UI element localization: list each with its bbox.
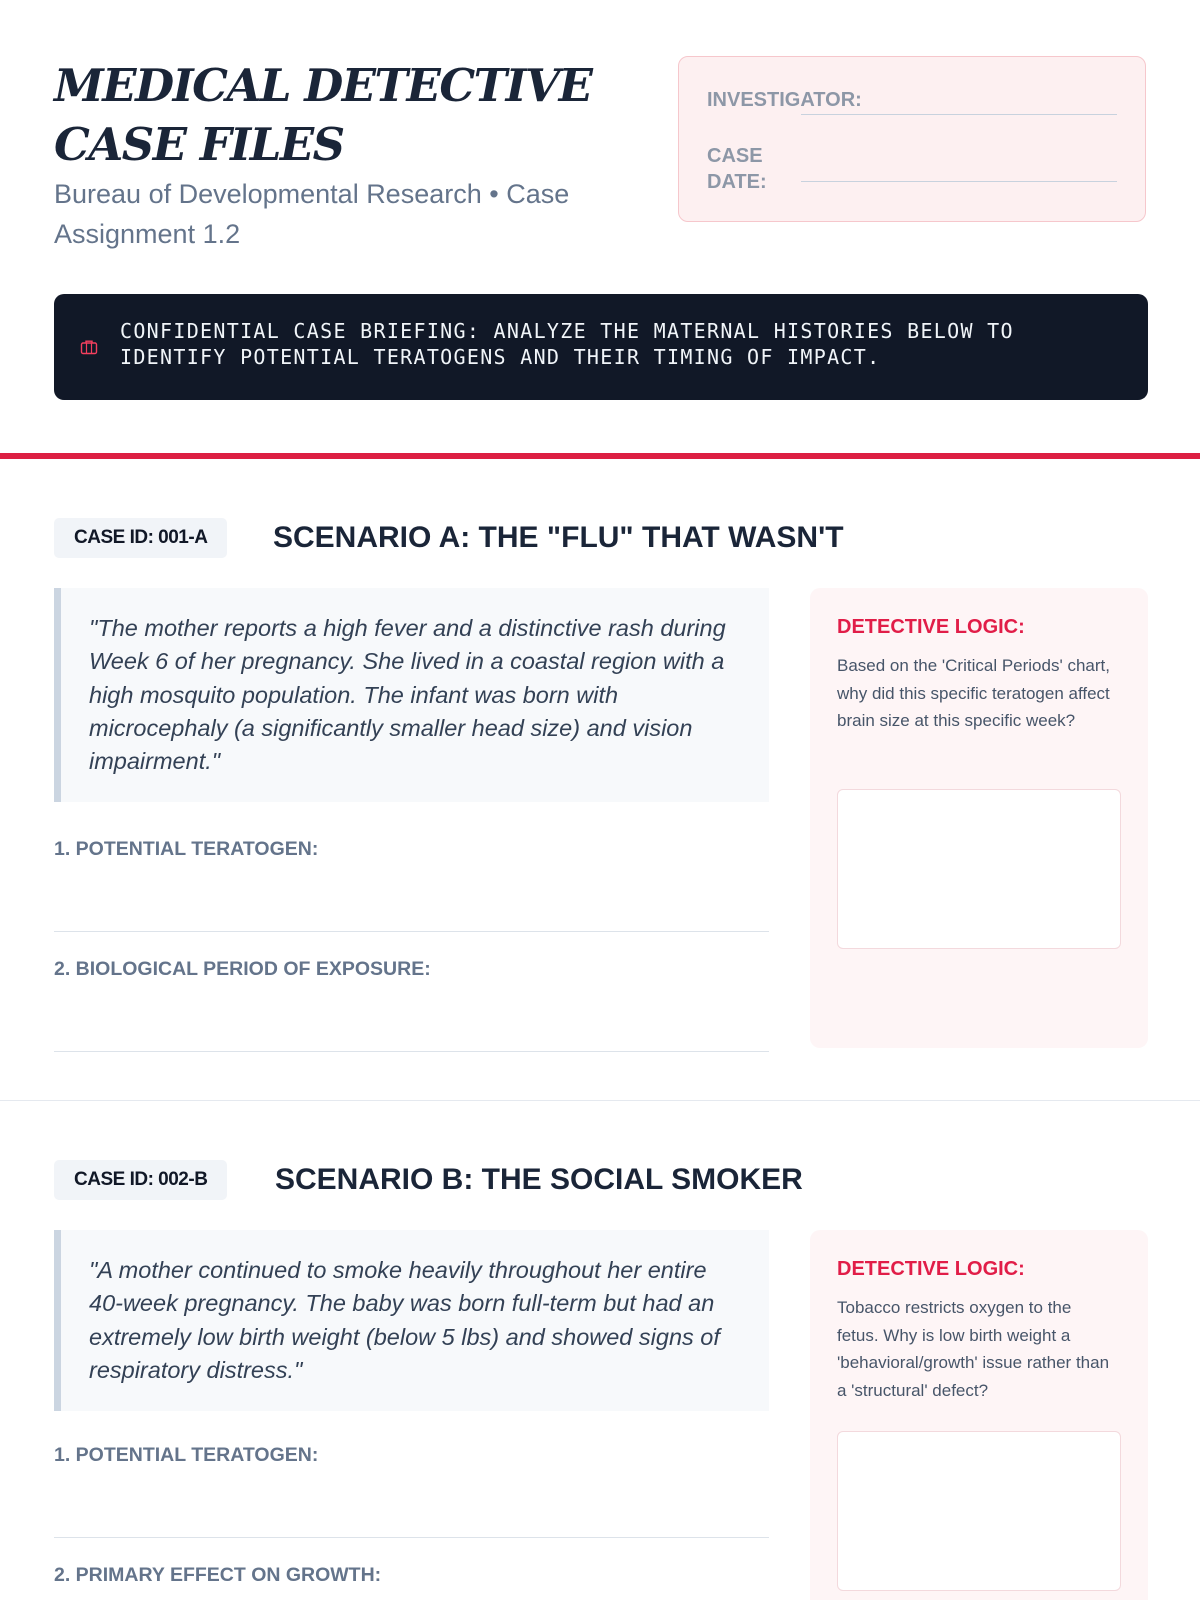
potential-teratogen-input[interactable] (54, 931, 769, 932)
potential-teratogen-label: 1. POTENTIAL TERATOGEN: (54, 1444, 319, 1466)
page-subtitle: Bureau of Developmental Research • Case Assignment 1.2 (54, 179, 570, 249)
potential-teratogen-field (54, 1443, 769, 1543)
page-header (54, 56, 1148, 256)
biological-period-input[interactable] (54, 1051, 769, 1052)
detective-logic-answer-box[interactable] (837, 789, 1121, 949)
potential-teratogen-field (54, 837, 769, 937)
investigator-field[interactable] (801, 114, 1117, 115)
briefing-text: CONFIDENTIAL CASE BRIEFING: ANALYZE THE MATERNAL HISTORIES BELOW TO IDENTIFY POTENTIAL TERATOGENS AND THEIR TIMING OF IMPACT. (120, 319, 1014, 369)
investigator-row (707, 87, 1117, 117)
section-divider-red (0, 453, 1200, 459)
investigator-info-box (678, 56, 1146, 222)
detective-logic-panel (810, 1230, 1148, 1600)
case-quote: "The mother reports a high fever and a distinctive rash during Week 6 of her pregnancy. She lived in a coastal region with a high mosquito population. The infant was born with microcephaly (a significantly smaller head size) and vision impairment." (54, 588, 769, 802)
case-date-row (707, 143, 1117, 199)
detective-logic-question: Based on the 'Critical Periods' chart, why did this specific teratogen affect brain size at this specific week? (837, 656, 1110, 730)
case-id-badge: CASE ID: 001-A (54, 518, 227, 558)
biological-period-field (54, 957, 769, 1057)
scenario-title: SCENARIO A: THE "FLU" THAT WASN'T (273, 521, 844, 554)
scenario-a (54, 518, 1148, 1048)
scenario-title: SCENARIO B: THE SOCIAL SMOKER (275, 1163, 803, 1196)
confidential-briefing-banner (54, 294, 1148, 400)
detective-logic-title: DETECTIVE LOGIC: (837, 616, 1025, 638)
briefcase-icon (80, 338, 98, 356)
page-title-line-2: CASE FILES (54, 118, 344, 171)
biological-period-label: 2. BIOLOGICAL PERIOD OF EXPOSURE: (54, 958, 431, 980)
investigator-label: INVESTIGATOR: (707, 89, 862, 111)
page-title-line-1: MEDICAL DETECTIVE (54, 59, 592, 112)
detective-logic-answer-box[interactable] (837, 1431, 1121, 1591)
section-divider (0, 1100, 1200, 1101)
case-quote: "A mother continued to smoke heavily throughout her entire 40-week pregnancy. The baby was born full-term but had an extremely low birth weight (below 5 lbs) and showed signs of respiratory distress." (54, 1230, 769, 1411)
detective-logic-title: DETECTIVE LOGIC: (837, 1258, 1025, 1280)
page-title (54, 56, 654, 174)
case-id-badge: CASE ID: 002-B (54, 1160, 227, 1200)
primary-effect-field (54, 1563, 769, 1600)
potential-teratogen-input[interactable] (54, 1537, 769, 1538)
primary-effect-label: 2. PRIMARY EFFECT ON GROWTH: (54, 1564, 382, 1586)
detective-logic-panel (810, 588, 1148, 1048)
scenario-b (54, 1160, 1148, 1600)
detective-logic-question: Tobacco restricts oxygen to the fetus. Why is low birth weight a 'behavioral/growth' issue rather than a 'structural' defect? (837, 1298, 1110, 1400)
case-date-field[interactable] (801, 181, 1117, 182)
potential-teratogen-label: 1. POTENTIAL TERATOGEN: (54, 838, 319, 860)
case-date-label: CASE DATE: (707, 145, 767, 193)
